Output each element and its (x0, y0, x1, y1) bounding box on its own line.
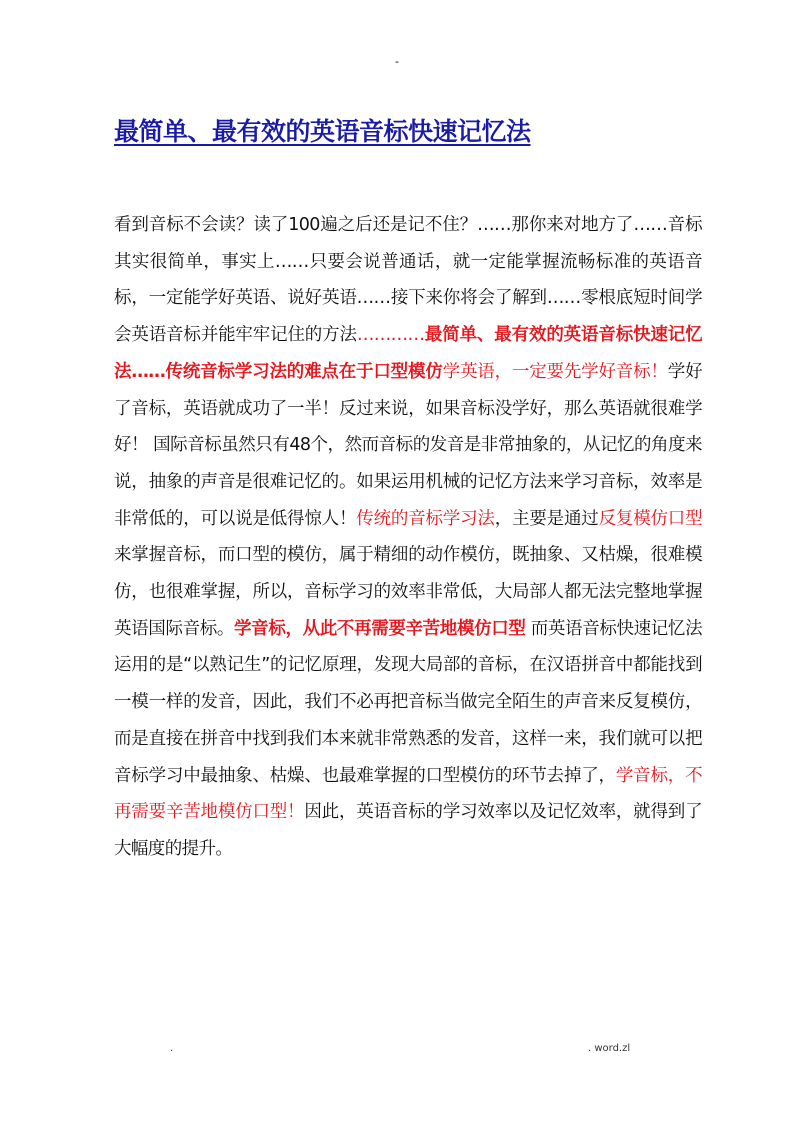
footer-left-mark: . (170, 1043, 174, 1054)
header-mark: - (395, 55, 399, 68)
text-subheading-inline: 学音标，从此不再需要辛苦地模仿口型 (234, 618, 526, 639)
text-dots: ………… (356, 325, 425, 346)
page-title: 最简单、最有效的英语音标快速记忆法 (114, 117, 531, 146)
text-highlight-learn: 学英语，一定要先学好音标！ (442, 361, 668, 382)
footer-source: . word.zl (588, 1043, 631, 1054)
text-method: 而英语音标快速记忆法运用的是“以熟记生”的记忆原理，发现大局部的音标，在汉语拼音中都能找到一模一样的发音，因此，我们不必再把音标当做完全陌生的声音来反复模仿，而是直接在拼音中找到我们本来就非常熟悉的发音，这样一来，我们就可以把音标学习中最抽象、枯燥、也最难掌握的口型模仿的环节去掉了， (114, 618, 702, 786)
body-paragraph (114, 207, 702, 868)
text-highlight-no-imitate: 学音标，不再需要辛苦地模仿口型！ (114, 765, 702, 823)
text-highlight-traditional: 传统的音标学习法 (356, 508, 495, 529)
text-explanation: 学好了音标，英语就成功了一半！反过来说，如果音标没学好，那么英语就很难学好！ 国际音标虽然只有48个，然而音标的发音是非常抽象的，从记忆的角度来说，抽象的声音是很难记忆的。如果运用机械的记忆方法来学习音标，效率是非常低的，可以说是低得惊人！ (114, 361, 702, 529)
text-intro: 看到音标不会读？读了100遍之后还是记不住？……那你来对地方了……音标其实很简单，事实上……只要会说普通话，就一定能掌握流畅标准的英语音标，一定能学好英语、说好英语……接下来你将会了解到……零根底短时间学会英语音标并能牢牢记住的方法 (114, 215, 702, 346)
text-highlight-imitate: 反复模仿口型 (598, 508, 703, 529)
text-connector: ，主要是通过 (494, 508, 599, 529)
text-conclusion: 因此，英语音标的学习效率以及记忆效率，就得到了大幅度的提升。 (114, 802, 703, 859)
text-heading-inline: 最简单、最有效的英语音标快速记忆法……传统音标学习法的难点在于口型模仿 (114, 325, 702, 382)
text-difficulty: 来掌握音标，而口型的模仿，属于精细的动作模仿，既抽象、又枯燥，很难模仿，也很难掌握，所以，音标学习的效率非常低，大局部人都无法完整地掌握英语国际音标。 (114, 545, 702, 639)
